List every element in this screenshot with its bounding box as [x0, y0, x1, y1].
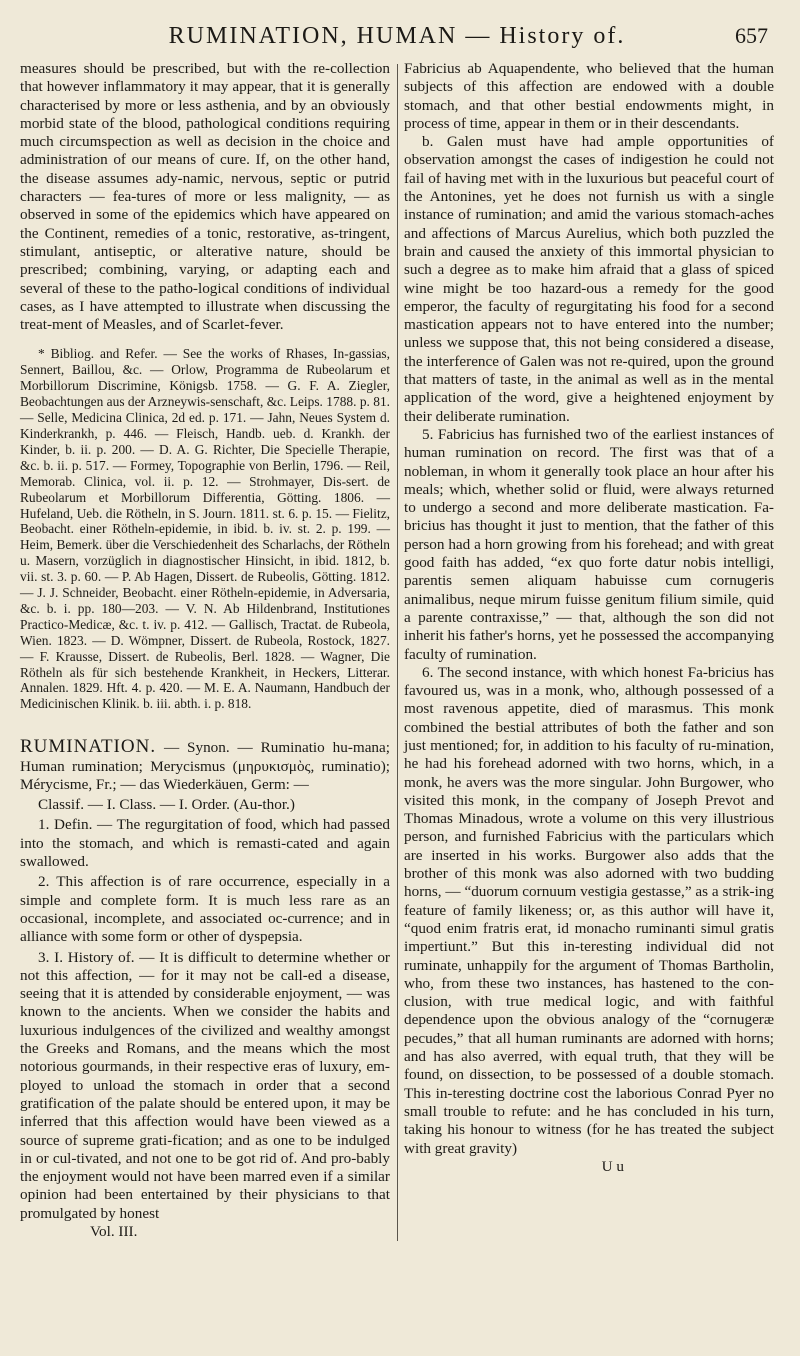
page-number: 657 — [735, 23, 768, 48]
paragraph-history: 3. I. History of. — It is difficult to determine whether or not this affection, — for it may not be call-ed a disease, seeing that it is attended by considerable enjoyment, — was known to the ancients. When we consider the habits and luxurious indulgences of the civilized and wealthy amongst the Greeks and Romans, and the means which the most notorious gourmands, in their respective eras of luxury, em-ployed to unload the stomach in order that a second gratification of the palate should be entered upon, it may be inferred that this affection would have been viewed as a source of supreme grati-fication; and as one to be indulged in or cul-tivated, and not one to be got rid of. And pro-bably the enjoyment would not have been marred even if a similar opinion had been entertained by their physicians to that promulgated by honest — [20, 948, 390, 1222]
classification: Classif. — I. Class. — I. Order. (Au-thor.) — [38, 796, 295, 814]
column-divider — [397, 64, 398, 1241]
gathering-signature: U u — [601, 1157, 624, 1175]
paragraph-occurrence: 2. This affection is of rare occurrence, especially in a simple and complete form. It is much less rare as an occasional, incomplete, and associated oc-currence; and in alliance with some form or other of dyspepsia. — [20, 873, 390, 946]
volume-signature: Vol. III. — [90, 1223, 138, 1241]
entry-heading — [20, 738, 390, 794]
page-header — [20, 14, 774, 58]
paragraph-fabricius: Fabricius ab Aquapendente, who believed that the human subjects of this affection are endowed with a double stomach, and that other bestial endowments might, in process of time, appear in them or in their descendants. — [404, 60, 774, 132]
running-head: RUMINATION, HUMAN — History of. — [168, 23, 626, 49]
right-column — [404, 60, 774, 1241]
paragraph-instances: 5. Fabricius has furnished two of the earliest instances of human rumination on record. The first was that of a nobleman, in whom it generally took place an hour after his meals; which, whether solid or fluid, were always returned to undergo a second and more deliberate mastication. Fa-bricius has thought it just to mention, that the father of this person had a horn growing from his forehead; and with great good faith has added, “ex quo forte datur nobis intelligi, parentis semen aliquam habuisse cum cornugeris animalibus, neque mirum fuisse genitum filium simile, quid a parente contraxisse,” — that, although the son did not inherit his father's horns, yet he possessed the accompanying faculty of rumination. — [404, 425, 774, 663]
entry-synonyms: — Synon. — Ruminatio hu-mana; Human rumination; Merycismus (μηρυκισμὸς, ruminatio); Mérycisme, Fr.; — das Wiederkäuen, Germ: — — [20, 739, 390, 793]
definition-paragraph: 1. Defin. — The regurgitation of food, which had passed into the stomach, and which is remasti-cated and again swallowed. — [20, 816, 390, 871]
two-column-body — [20, 60, 774, 1241]
paragraph-treatment: measures should be prescribed, but with the re-collection that however inflammatory it may appear, that it is generally characterised by more or less asthenia, and by an obviously morbid state of the blood, pathological conditions requiring much circumspection as well as decision in the choice and administration of our means of cure. If, on the other hand, the disease assumes ady-namic, nervous, septic or putrid characters — fea-tures of more or less malignity, — as observed in some of the epidemics which have appeared on the Continent, remedies of a tonic, restorative, as-tringent, stimulant, antiseptic, or alterative nature, should be prescribed; combining, varying, or adapting each and several of these to the patho-logical conditions of individual cases, as I have attempted to illustrate when discussing the treat-ment of Measles, and of Scarlet-fever. — [20, 60, 390, 334]
paragraph-galen: b. Galen must have had ample opportunities of observation amongst the cases of indigestion he could not fail of having met with in the luxurious but peaceful court of the Antonines, yet he does not furnish us with a single instance of rumination; and amid the various stomach-aches and affections of Marcus Aurelius, which both puzzled the brain and caused the anxiety of this immortal physician to such a degree as to make him afraid that a glass of spiced wine might be too hazard-ous a remedy for the good emperor, the faculty of regurgitating his food for a second mastication appears not to have entered into the number; unless we suppose that, this not being considered a disease, the interference of Galen was not re-quired, upon the ground that matters of taste, in the animal as well as in the mental application of the word, give a heightened enjoyment by their deliberate rumination. — [404, 133, 774, 425]
paragraph-monk: 6. The second instance, with which honest Fa-bricius has favoured us, was in a monk, who, although possessed of a most ravenous appetite, died of marasmus. This monk combined the bestial attributes of both the father and son just mentioned; for, in addition to his faculty of ru-mination, he had his forehead adorned with two horns, which, in a monk, he avers was the more singular. John Burgower, who visited this monk, in the company of Joseph Prevot and Thomas Minadous, wrote a volume on this very illustrious person, and furnished Fabricius with the particulars which are inserted in his works. Burgower also adds that the brother of this monk was also adorned with two budding horns, — “duorum cornuum vestigia gestasse,” as a strik-ing feature of family likeness; or, as this author will have it, “quod enim fratris erat, id monacho ruminanti simul gratis impertiunt.” But this in-teresting individual did not ruminate, unhappily for the argument of Thomas Bartholin, who, from these two instances, has hastened to the con-clusion, with true medical logic, and with faithful dependence upon the obvious analogy of the “cornugeræ pecudes,” that all human ruminants are adorned with horns; and has also averred, with equal truth, that they will be found, on dissection, to be possessed of a double stomach. This in-teresting doctrine cost the laborious Conrad Pyer no small trouble to refute: and he has concluded in his turn, taking his honour to witness (for he has treated the subject with great gravity) — [404, 663, 774, 1157]
entry-title: RUMINATION. — [20, 736, 157, 758]
bibliography-note: * Bibliog. and Refer. — See the works of Rhases, In-gassias, Sennert, Baillou, &c. — Orlow, Programma de Rubeolarum et Morbillorum Discrimine, Königsb. 1758. — G. F. A. Ziegler, Beobachtungen aus der Arzneywis-senschaft, &c. Leips. 1788. p. 81. — Selle, Medicina Clinica, 2d ed. p. 171. — Jahn, Neues System d. Kinderkrankh, p. 446. — Fleisch, Handb. ueb. d. Krankh. der Kinder, b. ii. p. 200. — D. A. G. Richter, Die Specielle Therapie, &c. b. ii. p. 517. — Formey, Topographie von Berlin, 1796. — Reil, Memorab. Clinica, vol. ii. p. 12. — Strohmayer, Dis-sert. de Rubeolarum et Morbillorum Differentia, Götting. 1806. — Hufeland, Ueb. die Rötheln, in S. Journ. 1811. st. 6. p. 15. — Fielitz, Beobacht. einer Rötheln-epidemie, in ibid. b. iv. st. 2. p. 199. — Heim, Bemerk. über die Verschiedenheit des Scharlachs, der Rötheln u. Masern, vorzüglich in diagnostischer Hinsicht, in ibid. 1812, b. vii. st. 3. p. 60. — P. Ab Hagen, Dissert. de Rubeolis, Götting. 1812. — J. J. Schneider, Beobacht. einer Rötheln-epidemie, in Adversaria, &c. b. i. pp. 180—203. — V. N. Ab Hildenbrand, Institutiones Practico-Medicæ, &c. t. iv. p. 412. — Gallisch, Tractat. de Rubeola, Wien. 1823. — D. Wömpner, Dissert. de Rubeola, Rostock, 1827. — F. Krausse, Dissert. de Rubeolis, Berl. 1828. — Wagner, Die Rötheln als für sich bestehende Krankheit, in Heckers, Litterar. Annalen. 1829. Hft. 4. p. 420. — M. E. A. Naumann, Handbuch der Medicinischen Klinik. b. iii. abth. i. p. 818. — [20, 346, 390, 712]
left-column — [20, 60, 390, 1241]
